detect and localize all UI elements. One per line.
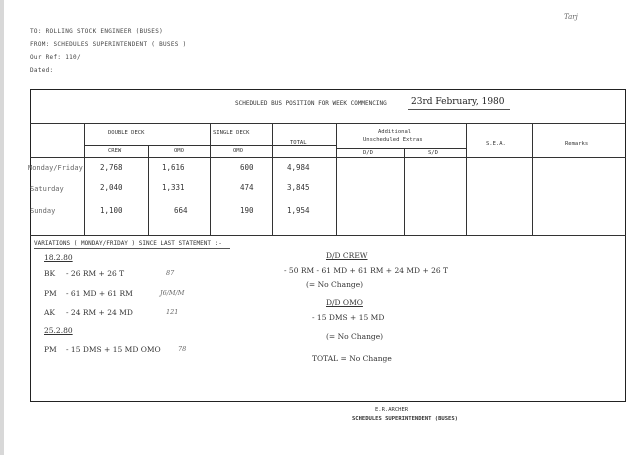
page-edge: [0, 0, 4, 455]
memo-our-ref: Our Ref: 110/: [30, 54, 81, 61]
row-crew: 2,768: [100, 163, 123, 172]
memo-to: TO: ROLLING STOCK ENGINEER (BUSES): [30, 28, 164, 35]
memo-from: FROM: SCHEDULES SUPERINTENDENT ( BUSES ): [30, 41, 187, 48]
row-omo: 664: [174, 206, 188, 215]
signature-name: E.R.ARCHER: [375, 407, 409, 413]
header-crew: CREW: [108, 148, 122, 154]
col-rule-7: [466, 123, 467, 235]
row-total: 1,954: [287, 206, 310, 215]
header-remarks: Remarks: [565, 141, 589, 147]
variation-text: - 15 DMS + 15 MD OMO: [66, 345, 161, 354]
variations-date-2: 25.2.80: [44, 326, 73, 335]
row-total: 4,984: [287, 163, 310, 172]
row-day: Sunday: [30, 207, 56, 215]
row-single-omo: 190: [240, 206, 254, 215]
col-rule-4: [272, 123, 273, 235]
table-top-rule: [30, 123, 626, 124]
variation-text: - 26 RM + 26 T: [66, 269, 125, 278]
signature-title: SCHEDULES SUPERINTENDENT (BUSES): [352, 416, 458, 422]
total-line: TOTAL = No Change: [312, 354, 392, 363]
page-mark: Tarj: [564, 13, 578, 21]
variation-note: J6/M/M: [160, 289, 185, 297]
row-omo: 1,331: [162, 183, 185, 192]
row-single-omo: 474: [240, 183, 254, 192]
dd-omo-title: D/D OMO: [326, 298, 363, 307]
col-rule-1: [84, 123, 85, 235]
variation-label: PM: [44, 345, 57, 354]
table-title-date: 23rd February, 1980: [411, 97, 505, 107]
header-sea: S.E.A.: [486, 141, 506, 147]
variation-note: 121: [166, 308, 179, 316]
row-single-omo: 600: [240, 163, 254, 172]
col-rule-5: [336, 123, 337, 235]
variation-note: 87: [166, 269, 175, 277]
header-dd: D/D: [363, 150, 373, 156]
header-bottom-rule: [30, 157, 626, 158]
variation-label: AK: [44, 308, 56, 317]
header-total: TOTAL: [290, 140, 307, 146]
col-rule-2: [148, 145, 149, 235]
table-bottom-rule: [30, 235, 626, 236]
dd-crew-note: (= No Change): [306, 280, 364, 289]
header-double-deck: DOUBLE DECK: [108, 130, 145, 136]
col-rule-6: [404, 148, 405, 235]
row-total: 3,845: [287, 183, 310, 192]
header-single-omo: OMO: [233, 148, 243, 154]
col-rule-3: [210, 123, 211, 235]
variations-date-1: 18.2.80: [44, 253, 73, 262]
row-crew: 2,040: [100, 183, 123, 192]
dd-omo-note: (= No Change): [326, 332, 384, 341]
memo-dated: Dated:: [30, 67, 54, 74]
variation-note: 78: [178, 345, 187, 353]
row-crew: 1,100: [100, 206, 123, 215]
variation-text: - 24 RM + 24 MD: [66, 308, 133, 317]
header-extras-1: Additional: [378, 129, 412, 135]
col-rule-8: [532, 123, 533, 235]
variation-text: - 61 MD + 61 RM: [66, 289, 133, 298]
variations-heading-underline: [34, 248, 230, 249]
subheader-rule-extras: [336, 148, 466, 149]
title-date-underline: [408, 109, 510, 110]
table-title: SCHEDULED BUS POSITION FOR WEEK COMMENCING: [235, 100, 387, 107]
dd-crew-title: D/D CREW: [326, 251, 368, 260]
header-extras-2: Unscheduled Extras: [363, 137, 423, 143]
variation-label: BK: [44, 269, 56, 278]
header-omo: OMO: [174, 148, 184, 154]
variations-heading: VARIATIONS ( MONDAY/FRIDAY ) SINCE LAST STATEMENT :-: [34, 240, 222, 247]
variation-label: PM: [44, 289, 57, 298]
row-day: Saturday: [30, 185, 64, 193]
row-omo: 1,616: [162, 163, 185, 172]
row-day: Monday/Friday: [28, 164, 83, 172]
header-sd: S/D: [428, 150, 438, 156]
header-single-deck: SINGLE DECK: [213, 130, 250, 136]
dd-omo-line: - 15 DMS + 15 MD: [312, 313, 385, 322]
dd-crew-line: - 50 RM - 61 MD + 61 RM + 24 MD + 26 T: [284, 266, 449, 275]
